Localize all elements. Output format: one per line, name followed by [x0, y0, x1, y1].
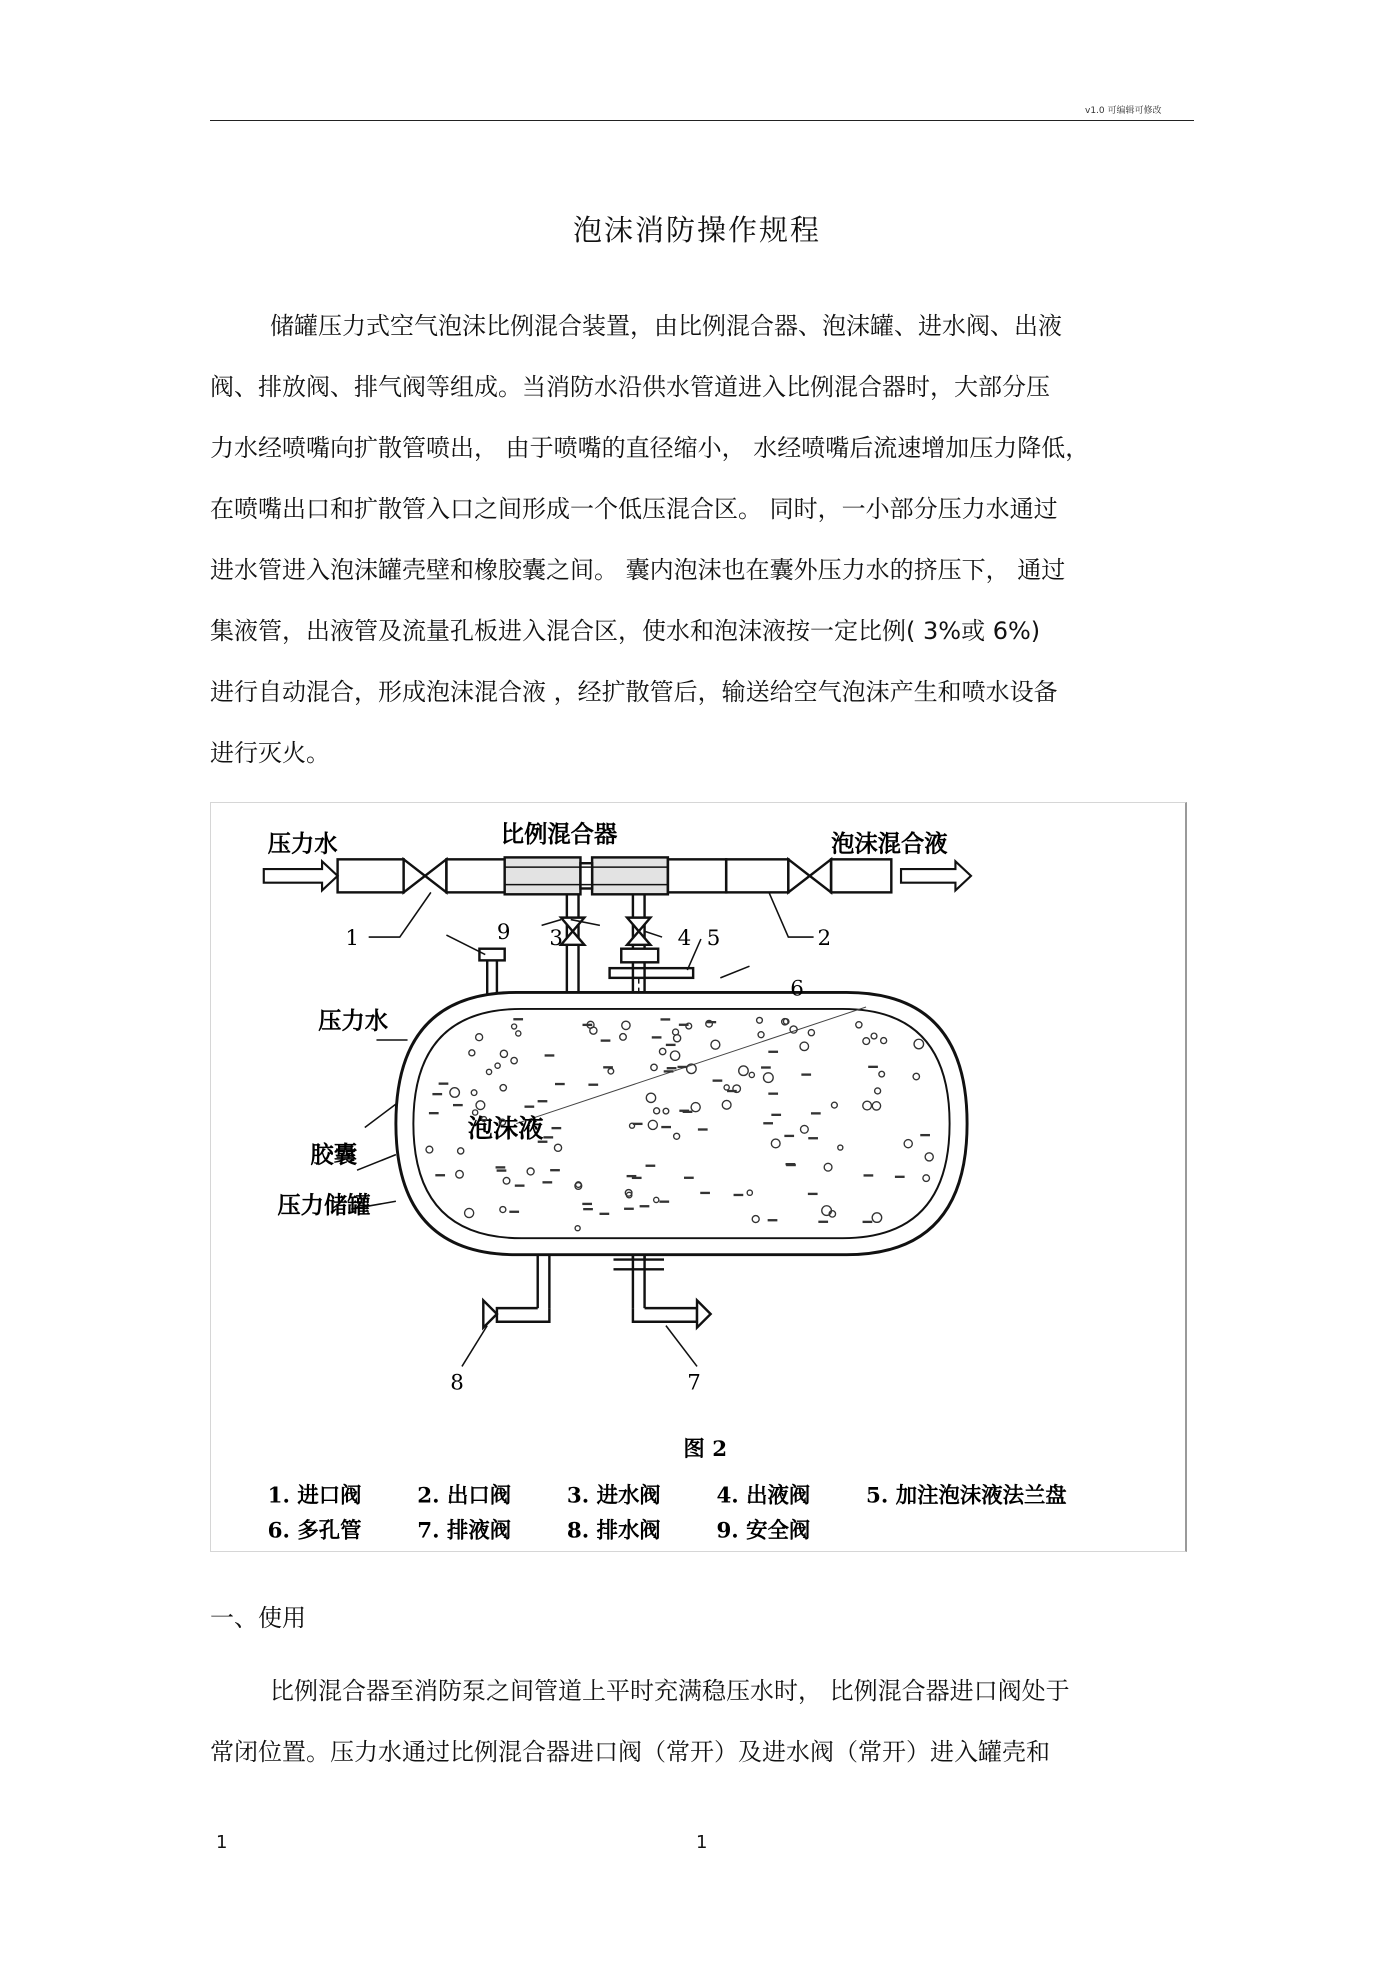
label-tank: 压力储罐: [277, 1191, 371, 1219]
callout-4: 4: [677, 925, 692, 951]
intro-line: 进行自动混合，形成泡沫混合液 ，经扩散管后，输送给空气泡沫产生和喷水设备: [210, 678, 1058, 706]
callout-6: 6: [790, 976, 804, 1002]
drain-pipes: [483, 1255, 710, 1328]
callout-2: 2: [817, 925, 832, 951]
figure-legend-row2: [268, 1517, 811, 1543]
label-foam-liquid: 泡沫液: [467, 1113, 544, 1144]
intro-line: 储罐压力式空气泡沫比例混合装置，由比例混合器、泡沫罐、进水阀、出液: [270, 312, 1062, 340]
section-line: 比例混合器至消防泵之间管道上平时充满稳压水时， 比例混合器进口阀处于: [270, 1677, 1070, 1705]
label-outlet: 泡沫混合液: [831, 830, 948, 858]
legend-item: 8. 排水阀: [566, 1518, 661, 1544]
legend-item: 1. 进口阀: [267, 1483, 362, 1509]
label-bladder: 胶囊: [310, 1141, 357, 1169]
section-heading: 一、使用: [210, 1604, 306, 1632]
callout-7: 7: [687, 1370, 701, 1396]
intro-line: 力水经喷嘴向扩散管喷出， 由于喷嘴的直径缩小， 水经喷嘴后流速增加压力降低，: [210, 434, 1090, 462]
callout-8: 8: [450, 1370, 464, 1396]
page-title: 泡沫消防操作规程: [572, 213, 821, 247]
label-pressure-water: 压力水: [318, 1007, 389, 1035]
inlet-pipe: [338, 859, 505, 892]
outlet-arrow-icon: [901, 861, 971, 890]
legend-item: 6. 多孔管: [267, 1518, 362, 1544]
legend-item: 4. 出液阀: [716, 1483, 811, 1509]
figure-legend: [268, 1482, 1068, 1508]
legend-item: 5. 加注泡沫液法兰盘: [866, 1483, 1067, 1509]
legend-item: 7. 排液阀: [417, 1518, 512, 1544]
intro-line: 进水管进入泡沫罐壳壁和橡胶囊之间。 囊内泡沫也在囊外压力水的挤压下， 通过: [210, 556, 1066, 584]
legend-item: 9. 安全阀: [716, 1518, 811, 1544]
label-inlet: 压力水: [267, 830, 338, 858]
figure-proportioner-diagram: [210, 802, 1187, 1552]
callout-9: 9: [496, 920, 511, 945]
intro-line: 在喷嘴出口和扩散管入口之间形成一个低压混合区。 同时，一小部分压力水通过: [210, 495, 1058, 523]
label-mixer: 比例混合器: [500, 820, 618, 848]
intro-line: 阀、排放阀、排气阀等组成。当消防水沿供水管道进入比例混合器时，大部分压: [210, 373, 1050, 401]
intro-line: 进行灭火。: [210, 739, 330, 767]
legend-item: 2. 出口阀: [417, 1483, 512, 1509]
mixer-body: [505, 857, 668, 894]
legend-item: 3. 进水阀: [566, 1483, 661, 1509]
header-version: v1.0 可编辑可修改: [1085, 106, 1162, 116]
section-line: 常闭位置。压力水通过比例混合器进口阀（常开）及进水阀（常开）进入罐壳和: [210, 1738, 1050, 1766]
outlet-pipe: [668, 859, 891, 892]
diagram-svg: [211, 803, 1185, 1551]
header-rule: [210, 120, 1194, 121]
callout-3: 3: [549, 925, 563, 951]
callout-1: 1: [345, 925, 359, 951]
figure-caption: 图 2: [683, 1436, 728, 1462]
inlet-arrow-icon: [264, 861, 338, 890]
page-number-center: 1: [696, 1832, 708, 1853]
intro-line: 集液管，出液管及流量孔板进入混合区，使水和泡沫液按一定比例( 3%或 6%): [210, 617, 1041, 645]
page-number-left: 1: [216, 1832, 228, 1853]
callout-5: 5: [706, 925, 721, 951]
